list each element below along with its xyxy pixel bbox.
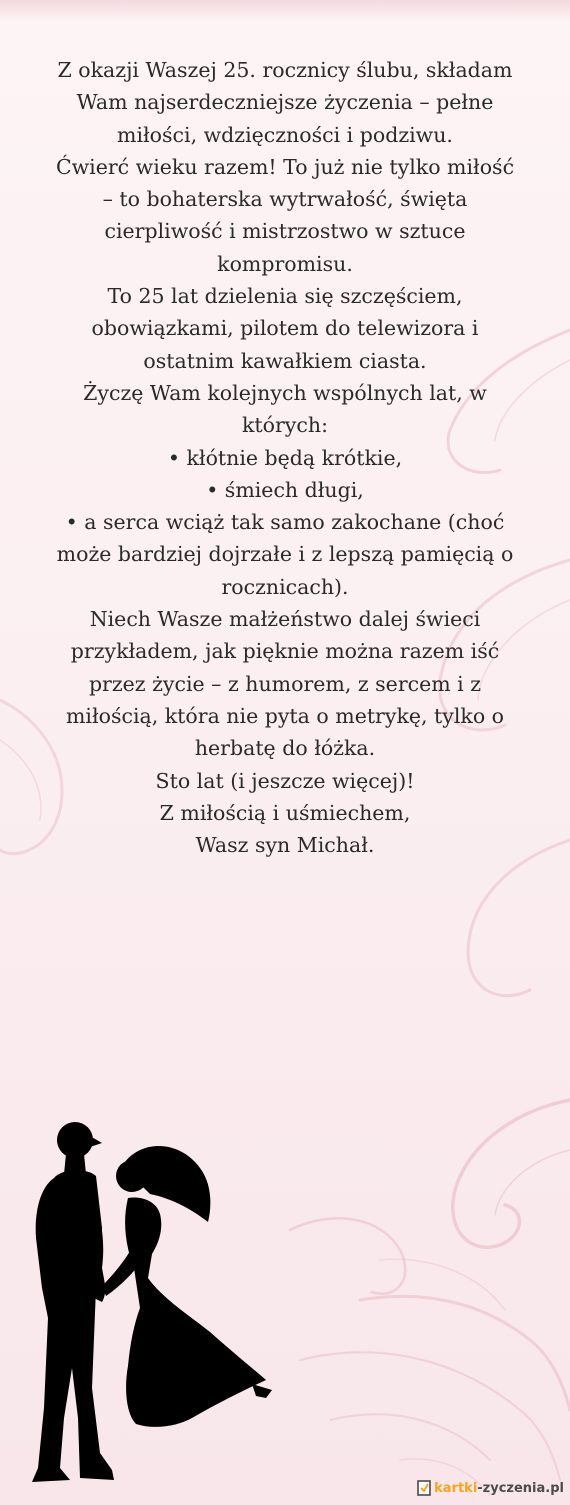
message-line: Z miłością i uśmiechem, [159, 800, 411, 825]
message-line: – to bohaterska wytrwałość, święta [102, 187, 468, 212]
message-line: których: [242, 413, 328, 438]
couple-silhouette-icon [30, 1118, 290, 1488]
message-line: może bardziej dojrzałe i z lepszą pamięcią o [56, 542, 514, 567]
message-line: miłością, która nie pyta o metrykę, tylko o [65, 703, 505, 728]
message-line: Ćwierć wieku razem! To już nie tylko miłość [55, 154, 515, 179]
message-line: rocznicach). [221, 574, 349, 599]
message-line: Życzę Wam kolejnych wspólnych lat, w [83, 380, 487, 405]
message-line: Wasz syn Michał. [195, 833, 375, 858]
message-line: Sto lat (i jeszcze więcej)! [155, 768, 415, 793]
greeting-message [30, 54, 540, 861]
message-line: obowiązkami, pilotem do telewizora i [91, 316, 479, 341]
message-line: Z okazji Waszej 25. rocznicy ślubu, składam [57, 58, 513, 82]
card-icon [417, 1480, 431, 1496]
message-line: • kłótnie będą krótkie, [167, 445, 403, 470]
bride-body [125, 1198, 266, 1427]
bride-shoe [252, 1384, 272, 1398]
groom-nose [90, 1136, 102, 1147]
message-line: Niech Wasze małżeństwo dalej świeci [89, 607, 481, 632]
groom-body [32, 1170, 114, 1482]
message-line: miłości, wdzięczności i podziwu. [117, 122, 453, 147]
message-line: To 25 lat dzielenia się szczęściem, [107, 284, 463, 309]
message-line: ostatnim kawałkiem ciasta. [143, 348, 427, 373]
message-line: cierpliwość i mistrzostwo w sztuce [104, 219, 466, 244]
message-line: • a serca wciąż tak samo zakochane (choć [65, 510, 505, 535]
message-line: Wam najserdeczniejsze życzenia – pełne [76, 90, 494, 115]
message-line: przez życie – z humorem, z sercem i z [88, 671, 482, 696]
logo-text-domain: -zyczenia.pl [477, 1480, 564, 1496]
logo-text-kartki: kartki [434, 1480, 478, 1496]
message-line: • śmiech długi, [206, 477, 364, 502]
site-logo[interactable] [417, 1477, 564, 1499]
message-line: kompromisu. [217, 251, 353, 276]
message-line: herbatę do łóżka. [194, 736, 376, 761]
groom-head [57, 1122, 93, 1158]
message-line: przykładem, jak pięknie można razem iść [70, 639, 500, 664]
